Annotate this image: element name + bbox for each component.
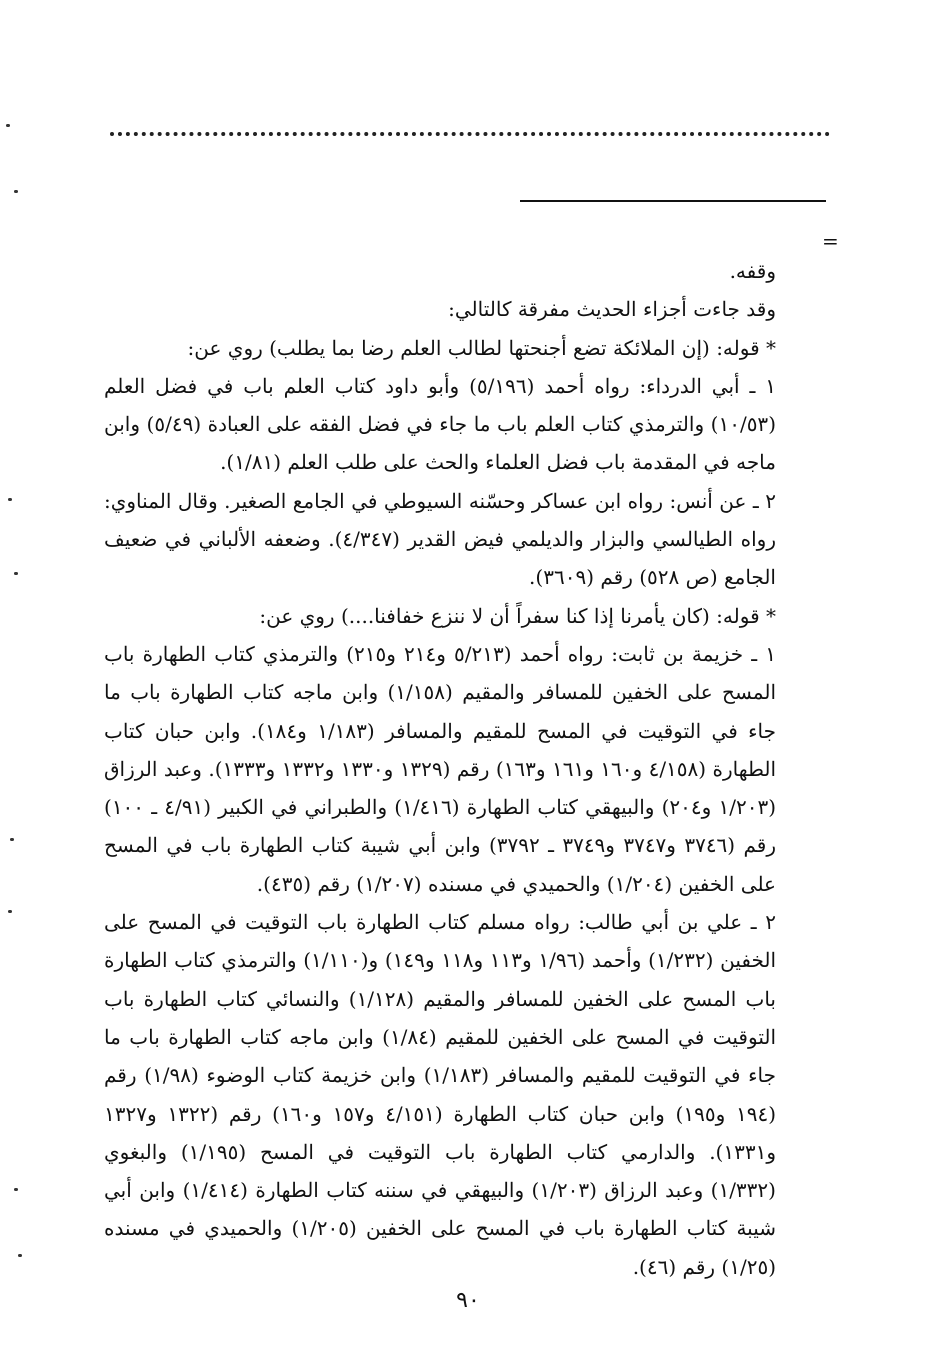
scan-speck [10, 838, 14, 841]
footnote-text [104, 252, 816, 1286]
continuation-mark: = [822, 229, 839, 253]
scan-speck [14, 190, 18, 193]
scan-speck [6, 124, 10, 127]
paragraph: * قوله: (كان يأمرنا إذا كنا سفراً أن لا ننزع خفافنا....) روي عن: [259, 603, 776, 628]
scan-speck [14, 1188, 18, 1191]
scan-speck [18, 1254, 22, 1257]
paragraph: ٢ ـ علي بن أبي طالب: رواه مسلم كتاب الطهارة باب التوقيت في المسح على الخفين (١/٢٣٢) وأحمد (١/٩٦ و١١٣ و١١٨ و١٤٩) و(١/١١٠) والترمذي كتاب الطهارة باب المسح على الخفين للمسافر والمقيم (١/١٢٨) والنسائي كتاب الطهارة باب التوقيت في المسح على الخفين للمقيم (١/٨٤) وابن ماجه كتاب الطهارة باب ما جاء في التوقيت للمقيم والمسافر (١/١٨٣) وابن خزيمة كتاب الوضوء (١/٩٨) رقم (١٩٤ و١٩٥) وابن حبان كتاب الطهارة (٤/١٥١ و١٥٧ و١٦٠) رقم (١٣٢٢ و١٣٢٧ و١٣٣١). والدارمي كتاب الطهارة باب التوقيت في المسح (١/١٩٥) والبغوي (١/٣٣٢) وعبد الرزاق (١/٢٠٣) والبيهقي في سننه كتاب الطهارة (١/٤١٤) وابن أبي شيبة كتاب الطهارة باب في المسح على الخفين (١/٢٠٥) والحميدي في مسنده (١/٢٥) رقم (٤٦). [104, 910, 777, 1279]
paragraph: ٢ ـ عن أنس: رواه ابن عساكر وحسّنه السيوطي في الجامع الصغير. وقال المناوي: رواه الطيالسي والبزار والديلمي فيض القدير (٤/٣٤٧). وضعفه الألباني في ضعيف الجامع (ص ٥٢٨) رقم (٣٦٠٩). [104, 488, 777, 590]
page-number: ٩٠ [456, 1288, 480, 1313]
footnote-rule [520, 200, 826, 202]
paragraph: ١ ـ خزيمة بن ثابت: رواه أحمد (٥/٢١٣ و٢١٤ و٢١٥) والترمذي كتاب الطهارة باب المسح على الخفين للمسافر والمقيم (١/١٥٨) وابن ماجه كتاب الطهارة باب ما جاء في التوقيت في المسح للمقيم والمسافر (١/١٨٣ و١٨٤). وابن حبان كتاب الطهارة (٤/١٥٨ و١٦٠ و١٦١ و١٦٣) رقم (١٣٢٩ و١٣٣٠ و١٣٣٢ و١٣٣٣). وعبد الرزاق (١/٢٠٣ و٢٠٤) والبيهقي كتاب الطهارة (١/٤١٦) والطبراني في الكبير (٤/٩١ ـ ١٠٠) رقم (٣٧٤٦ و٣٧٤٧ و٣٧٤٩ ـ ٣٧٩٢) وابن أبي شيبة كتاب الطهارة باب في المسح على الخفين (١/٢٠٤) والحميدي في مسنده (١/٢٠٧) رقم (٤٣٥). [104, 641, 777, 896]
scan-speck [8, 910, 12, 913]
scan-speck [8, 498, 12, 501]
scan-speck [14, 572, 18, 575]
dotted-separator [110, 132, 830, 136]
paragraph: ١ ـ أبي الدرداء: رواه أحمد (٥/١٩٦) وأبو داود كتاب العلم باب في فضل العلم (١٠/٥٣) والترمذي كتاب العلم باب ما جاء في فضل الفقه على العبادة (٥/٤٩) وابن ماجه في المقدمة باب فضل العلماء والحث على طلب العلم (١/٨١). [104, 373, 777, 475]
paragraph: وقد جاءت أجزاء الحديث مفرقة كالتالي: [448, 297, 776, 322]
paragraph: وقفه. [729, 259, 776, 283]
paragraph: * قوله: (إن الملائكة تضع أجنحتها لطالب العلم رضا بما يطلب) روي عن: [187, 335, 776, 360]
